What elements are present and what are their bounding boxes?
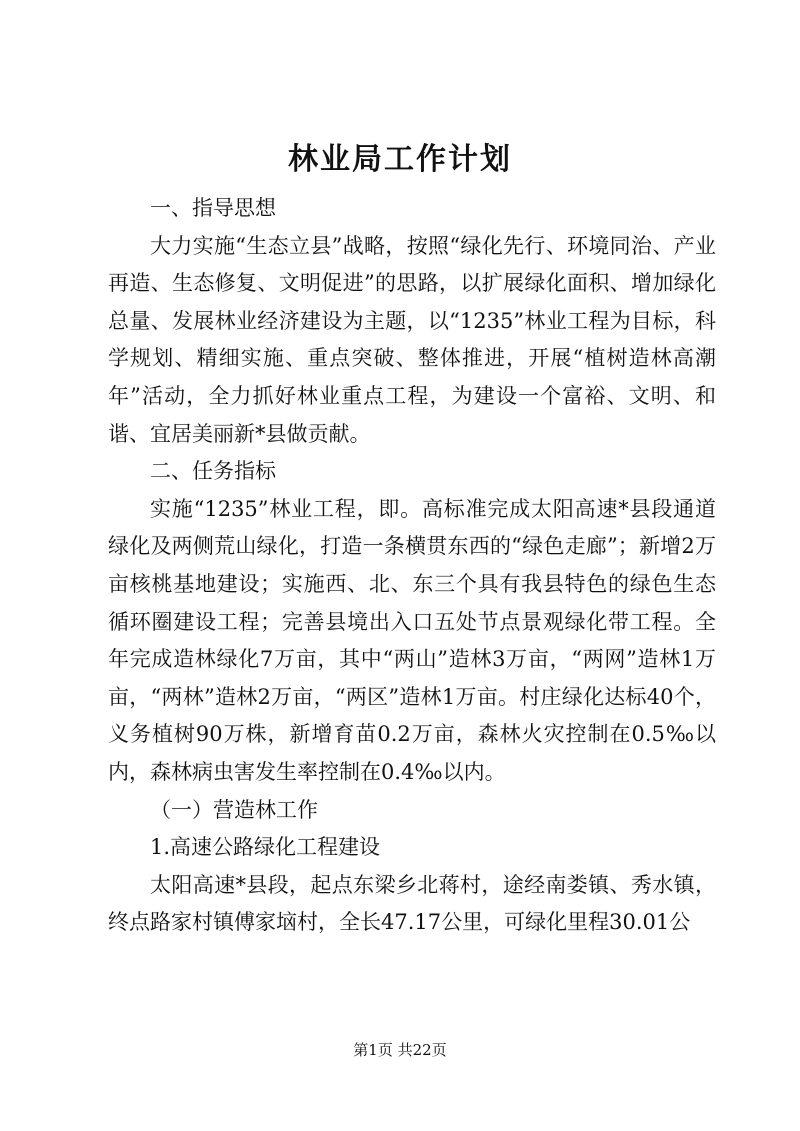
- section-heading-task-targets: 二、任务指标: [150, 459, 276, 484]
- body-paragraph: 大力实施“生态立县”战略，按照“绿化先行、环境同治、产业再造、生态修复、文明促进”的思路，以扩展绿化面积、增加绿化总量、发展林业经济建设为主题，以“1235”林业工程为目标，科学规划、精细实施、重点突破、整体推进，开展“植树造林高潮年”活动，全力抓好林业重点工程，为建设一个富裕、文明、和谐、宜居美丽新*县做贡献。: [108, 233, 716, 446]
- item-heading-highway-greening: 1.高速公路绿化工程建设: [150, 835, 381, 860]
- body-paragraph: 太阳高速*县段，起点东梁乡北蒋村，途经南娄镇、秀水镇，终点路家村镇傅家垴村，全长47.17公里，可绿化里程30.01公: [108, 872, 716, 935]
- page-number-footer: 第1页 共22页: [353, 1041, 447, 1059]
- section-heading-guiding-thought: 一、指导思想: [150, 196, 276, 220]
- document-title: 林业局工作计划: [288, 142, 512, 177]
- document-body: [108, 190, 716, 942]
- body-paragraph: 实施“1235”林业工程，即。高标准完成太阳高速*县段通道绿化及两侧荒山绿化，打造一条横贯东西的“绿色走廊”；新增2万亩核桃基地建设；实施西、北、东三个具有我县特色的绿色生态循环圈建设工程；完善县境出入口五处节点景观绿化带工程。全年完成造林绿化7万亩，其中“两山”造林3万亩，“两网”造林1万亩，“两林”造林2万亩，“两区”造林1万亩。村庄绿化达标40个，义务植树90万株，新增育苗0.2万亩，森林火灾控制在0.5‰以内，森林病虫害发生率控制在0.4‰以内。: [108, 496, 716, 784]
- subsection-heading-afforestation: （一）营造林工作: [150, 797, 318, 822]
